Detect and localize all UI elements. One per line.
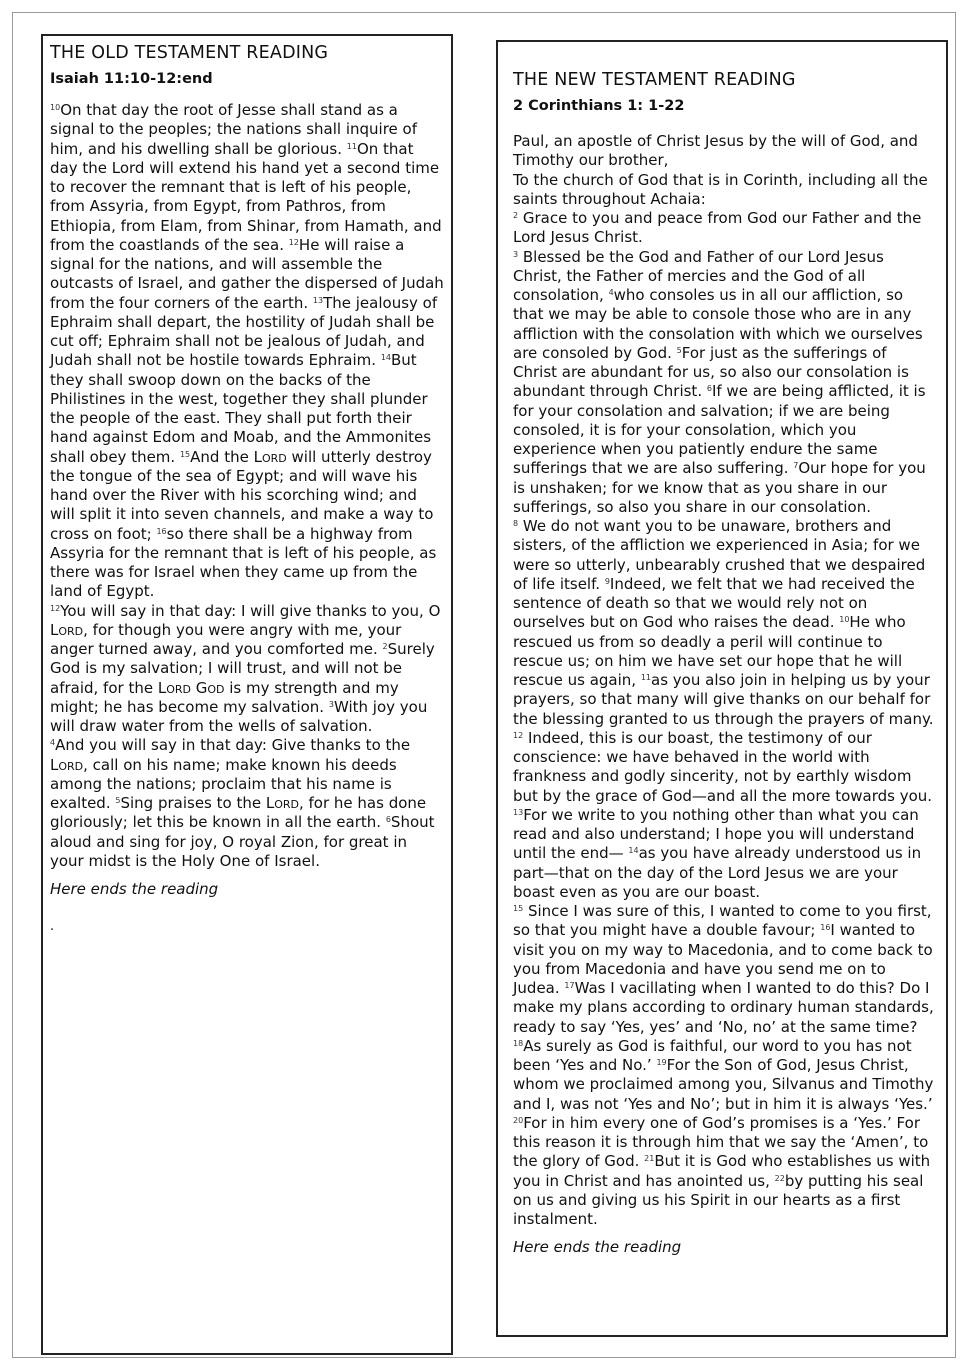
- verse-number: 16: [156, 526, 167, 536]
- verse-text: On that day the root of Jesse shall stand as a signal to the peoples; the nations shall inquire of him, and his dwelling shall be glorious.: [50, 101, 418, 158]
- verse-number: 14: [628, 846, 639, 856]
- verse-number: 3: [328, 699, 334, 709]
- isaiah-12-paragraph-1: [50, 602, 445, 737]
- verse-number: 11: [346, 141, 357, 151]
- verse-text: For the Son of God, Jesus Christ, whom we proclaimed among you, Silvanus and Timothy and I, was not ‘Yes and No’; but in him it is always ‘Yes.’: [513, 1056, 934, 1113]
- verse-text: Indeed, we felt that we had received the sentence of death so that we would rely not on ourselves but on God who raises the dead.: [513, 574, 915, 632]
- verse-number: 8: [513, 519, 519, 528]
- verse-number: 10: [839, 615, 850, 625]
- verse-text: as you also join in helping us by your prayers, so that many will give thanks on our behalf for the blessing granted to us through the prayers of many.: [513, 671, 934, 728]
- verse-text: Blessed be the God and Father of our Lord Jesus Christ, the Father of mercies and the God of all consolation,: [513, 247, 884, 304]
- trailing-mark: .: [50, 919, 55, 934]
- corinthians-paragraph-15-22: [513, 902, 934, 1229]
- verse-text: And you will say in that day: Give thanks to the: [55, 736, 411, 755]
- lord-god-small-caps: Lord God: [157, 678, 225, 697]
- verse-number: 17: [564, 981, 575, 990]
- verse-text: As surely as God is faithful, our word to you has not been ‘Yes and No.’: [513, 1036, 912, 1074]
- verse-number: 13: [513, 807, 524, 817]
- verse-number: 2: [513, 211, 519, 220]
- new-testament-title: THE NEW TESTAMENT READING: [513, 70, 796, 90]
- verse-text: , call on his name; make known his deeds among the nations; proclaim that his name is exalted.: [50, 755, 397, 812]
- verse-text: If we are being afflicted, it is for your consolation and salvation; if we are being consoled, it is for your consolation, which you experience when you patiently endure the same sufferings that we are also suffering.: [513, 382, 926, 478]
- corinthians-verse-2: [513, 209, 934, 248]
- isaiah-12-paragraph-2: [50, 736, 445, 871]
- verse-text: as you have already understood us in part—that on the day of the Lord Jesus we are your boast even as you are our boast.: [513, 844, 922, 901]
- verse-number: 22: [774, 1173, 785, 1183]
- verse-number: 19: [656, 1058, 667, 1067]
- new-testament-text: [513, 132, 934, 1229]
- verse-text: You will say in that day: I will give thanks to you, O: [60, 601, 441, 620]
- lord-small-caps: Lord: [265, 794, 299, 812]
- verse-number: 13: [312, 295, 324, 305]
- lord-small-caps: Lord: [50, 620, 84, 639]
- verse-text: , for though you were angry with me, your anger turned away, and you comforted me.: [50, 620, 402, 658]
- verse-number: 5: [676, 345, 682, 355]
- verse-text: Paul, an apostle of Christ Jesus by the will of God, and Timothy our brother,: [513, 132, 918, 170]
- verse-text: For we write to you nothing other than what you can read and also understand; I hope you will understand until the end—: [513, 805, 919, 863]
- corinthians-paragraph-12-14: [513, 729, 934, 902]
- verse-text: Indeed, this is our boast, the testimony of our conscience: we have behaved in the world with frankness and godly sincerity, not by earthly wisdom but by the grace of God—and all the more towards you.: [513, 728, 933, 805]
- verse-number: 20: [513, 1115, 524, 1125]
- verse-text: I wanted to visit you on my way to Macedonia, and to come back to you from Macedonia and have you send me on to Judea.: [513, 921, 933, 997]
- verse-number: 14: [380, 353, 391, 363]
- verse-text: Our hope for you is unshaken; for we know that as you share in our sufferings, so also you share in our consolation.: [513, 459, 926, 516]
- verse-number: 2: [382, 642, 388, 651]
- old-testament-panel: [41, 34, 453, 1355]
- verse-text: And the: [190, 447, 254, 466]
- isaiah-11-paragraph: [50, 101, 445, 602]
- new-testament-reference: 2 Corinthians 1: 1-22: [513, 98, 685, 114]
- old-testament-text: [50, 101, 445, 871]
- new-testament-ending: Here ends the reading: [513, 1238, 682, 1257]
- verse-text: is my strength and my might; he has become my salvation.: [50, 678, 399, 716]
- lord-small-caps: Lord: [253, 447, 287, 466]
- verse-text: He will raise a signal for the nations, and will assemble the outcasts of Israel, and gather the dispersed of Judah from the four corners of the earth.: [50, 235, 444, 312]
- verse-text: To the church of God that is in Corinth, including all the saints throughout Achaia:: [513, 170, 928, 208]
- verse-text: so there shall be a highway from Assyria for the remnant that is left of his people, as there was for Israel when they came up from the land of Egypt.: [50, 524, 437, 601]
- old-testament-ending: Here ends the reading: [50, 880, 219, 898]
- verse-number: 15: [179, 449, 191, 459]
- verse-number: 12: [513, 730, 524, 740]
- verse-text: will utterly destroy the tongue of the sea of Egypt; and will wave his hand over the River with his scorching wind; and will split it into seven channels, and make a way to cross on foot;: [50, 447, 434, 543]
- corinthians-verse-1b: [513, 171, 934, 210]
- old-testament-reference: Isaiah 11:10-12:end: [50, 71, 213, 87]
- verse-text: Shout aloud and sing for joy, O royal Zion, for great in your midst is the Holy One of Israel.: [50, 813, 435, 870]
- lord-small-caps: Lord: [50, 755, 84, 774]
- verse-number: 11: [640, 673, 652, 682]
- verse-text: Grace to you and peace from God our Father and the Lord Jesus Christ.: [513, 209, 922, 247]
- corinthians-paragraph-8-11: [513, 517, 934, 729]
- verse-number: 4: [50, 738, 56, 748]
- verse-text: Surely God is my salvation; I will trust, and will not be afraid, for the: [50, 640, 435, 697]
- corinthians-verse-1: [513, 132, 934, 171]
- verse-text: With joy you will draw water from the wells of salvation.: [50, 697, 428, 735]
- verse-number: 7: [793, 461, 799, 471]
- verse-number: 6: [385, 815, 391, 825]
- verse-text: For just as the sufferings of Christ are abundant for us, so also our consolation is abundant through Christ.: [513, 343, 909, 401]
- verse-number: 5: [115, 796, 121, 805]
- verse-text: For in him every one of God’s promises is a ‘Yes.’ For this reason it is through him that we say the ‘Amen’, to the glory of God.: [513, 1113, 929, 1171]
- verse-text: We do not want you to be unaware, brothers and sisters, of the affliction we experienced in Asia; for we were so utterly, unbearably crushed that we despaired of life itself.: [513, 517, 926, 593]
- new-testament-panel: [496, 40, 948, 1337]
- verse-number: 16: [820, 923, 831, 933]
- old-testament-title: THE OLD TESTAMENT READING: [50, 43, 329, 63]
- verse-number: 12: [50, 603, 61, 613]
- verse-text: Since I was sure of this, I wanted to come to you first, so that you might have a double favour;: [513, 902, 932, 940]
- verse-text: But they shall swoop down on the backs of the Philistines in the west, together they shall plunder the people of the east. They shall put forth their hand against Edom and Moab, and the Ammonites shall obey them.: [50, 351, 432, 466]
- verse-text: , for he has done gloriously; let this be known in all the earth.: [50, 794, 427, 832]
- verse-text: But it is God who establishes us with you in Christ and has anointed us,: [513, 1152, 931, 1190]
- verse-number: 15: [513, 904, 524, 913]
- verse-number: 6: [706, 384, 712, 394]
- verse-number: 4: [608, 288, 614, 297]
- verse-text: Sing praises to the: [120, 794, 266, 812]
- verse-text: On that day the Lord will extend his hand yet a second time to recover the remnant that is left of his people, from Assyria, from Egypt, from Pathros, from Ethiopia, from Elam, from Shinar, from Hamath, and from the coastlands of the sea.: [50, 139, 442, 254]
- verse-text: Was I vacillating when I wanted to do this? Do I make my plans according to ordinary human standards, ready to say ‘Yes, yes’ and ‘No, no’ at the same time?: [513, 979, 934, 1036]
- verse-number: 12: [288, 237, 299, 247]
- verse-text: The jealousy of Ephraim shall depart, the hostility of Judah shall be cut off; Ephraim shall not be jealous of Judah, and Judah shall not be hostile towards Ephraim.: [50, 293, 438, 370]
- verse-number: 18: [513, 1038, 524, 1048]
- verse-number: 21: [644, 1154, 655, 1164]
- verse-text: He who rescued us from so deadly a peril will continue to rescue us; on him we have set our hope that he will rescue us again,: [513, 613, 906, 689]
- verse-number: 3: [513, 249, 519, 259]
- verse-text: who consoles us in all our affliction, so that we may be able to console those who are in any affliction with the consolation with which we ourselves are consoled by God.: [513, 286, 923, 362]
- verse-number: 9: [604, 576, 610, 586]
- verse-text: by putting his seal on us and giving us his Spirit in our hearts as a first instalment.: [513, 1171, 924, 1228]
- corinthians-paragraph-3-7: [513, 248, 934, 518]
- verse-number: 10: [50, 103, 61, 112]
